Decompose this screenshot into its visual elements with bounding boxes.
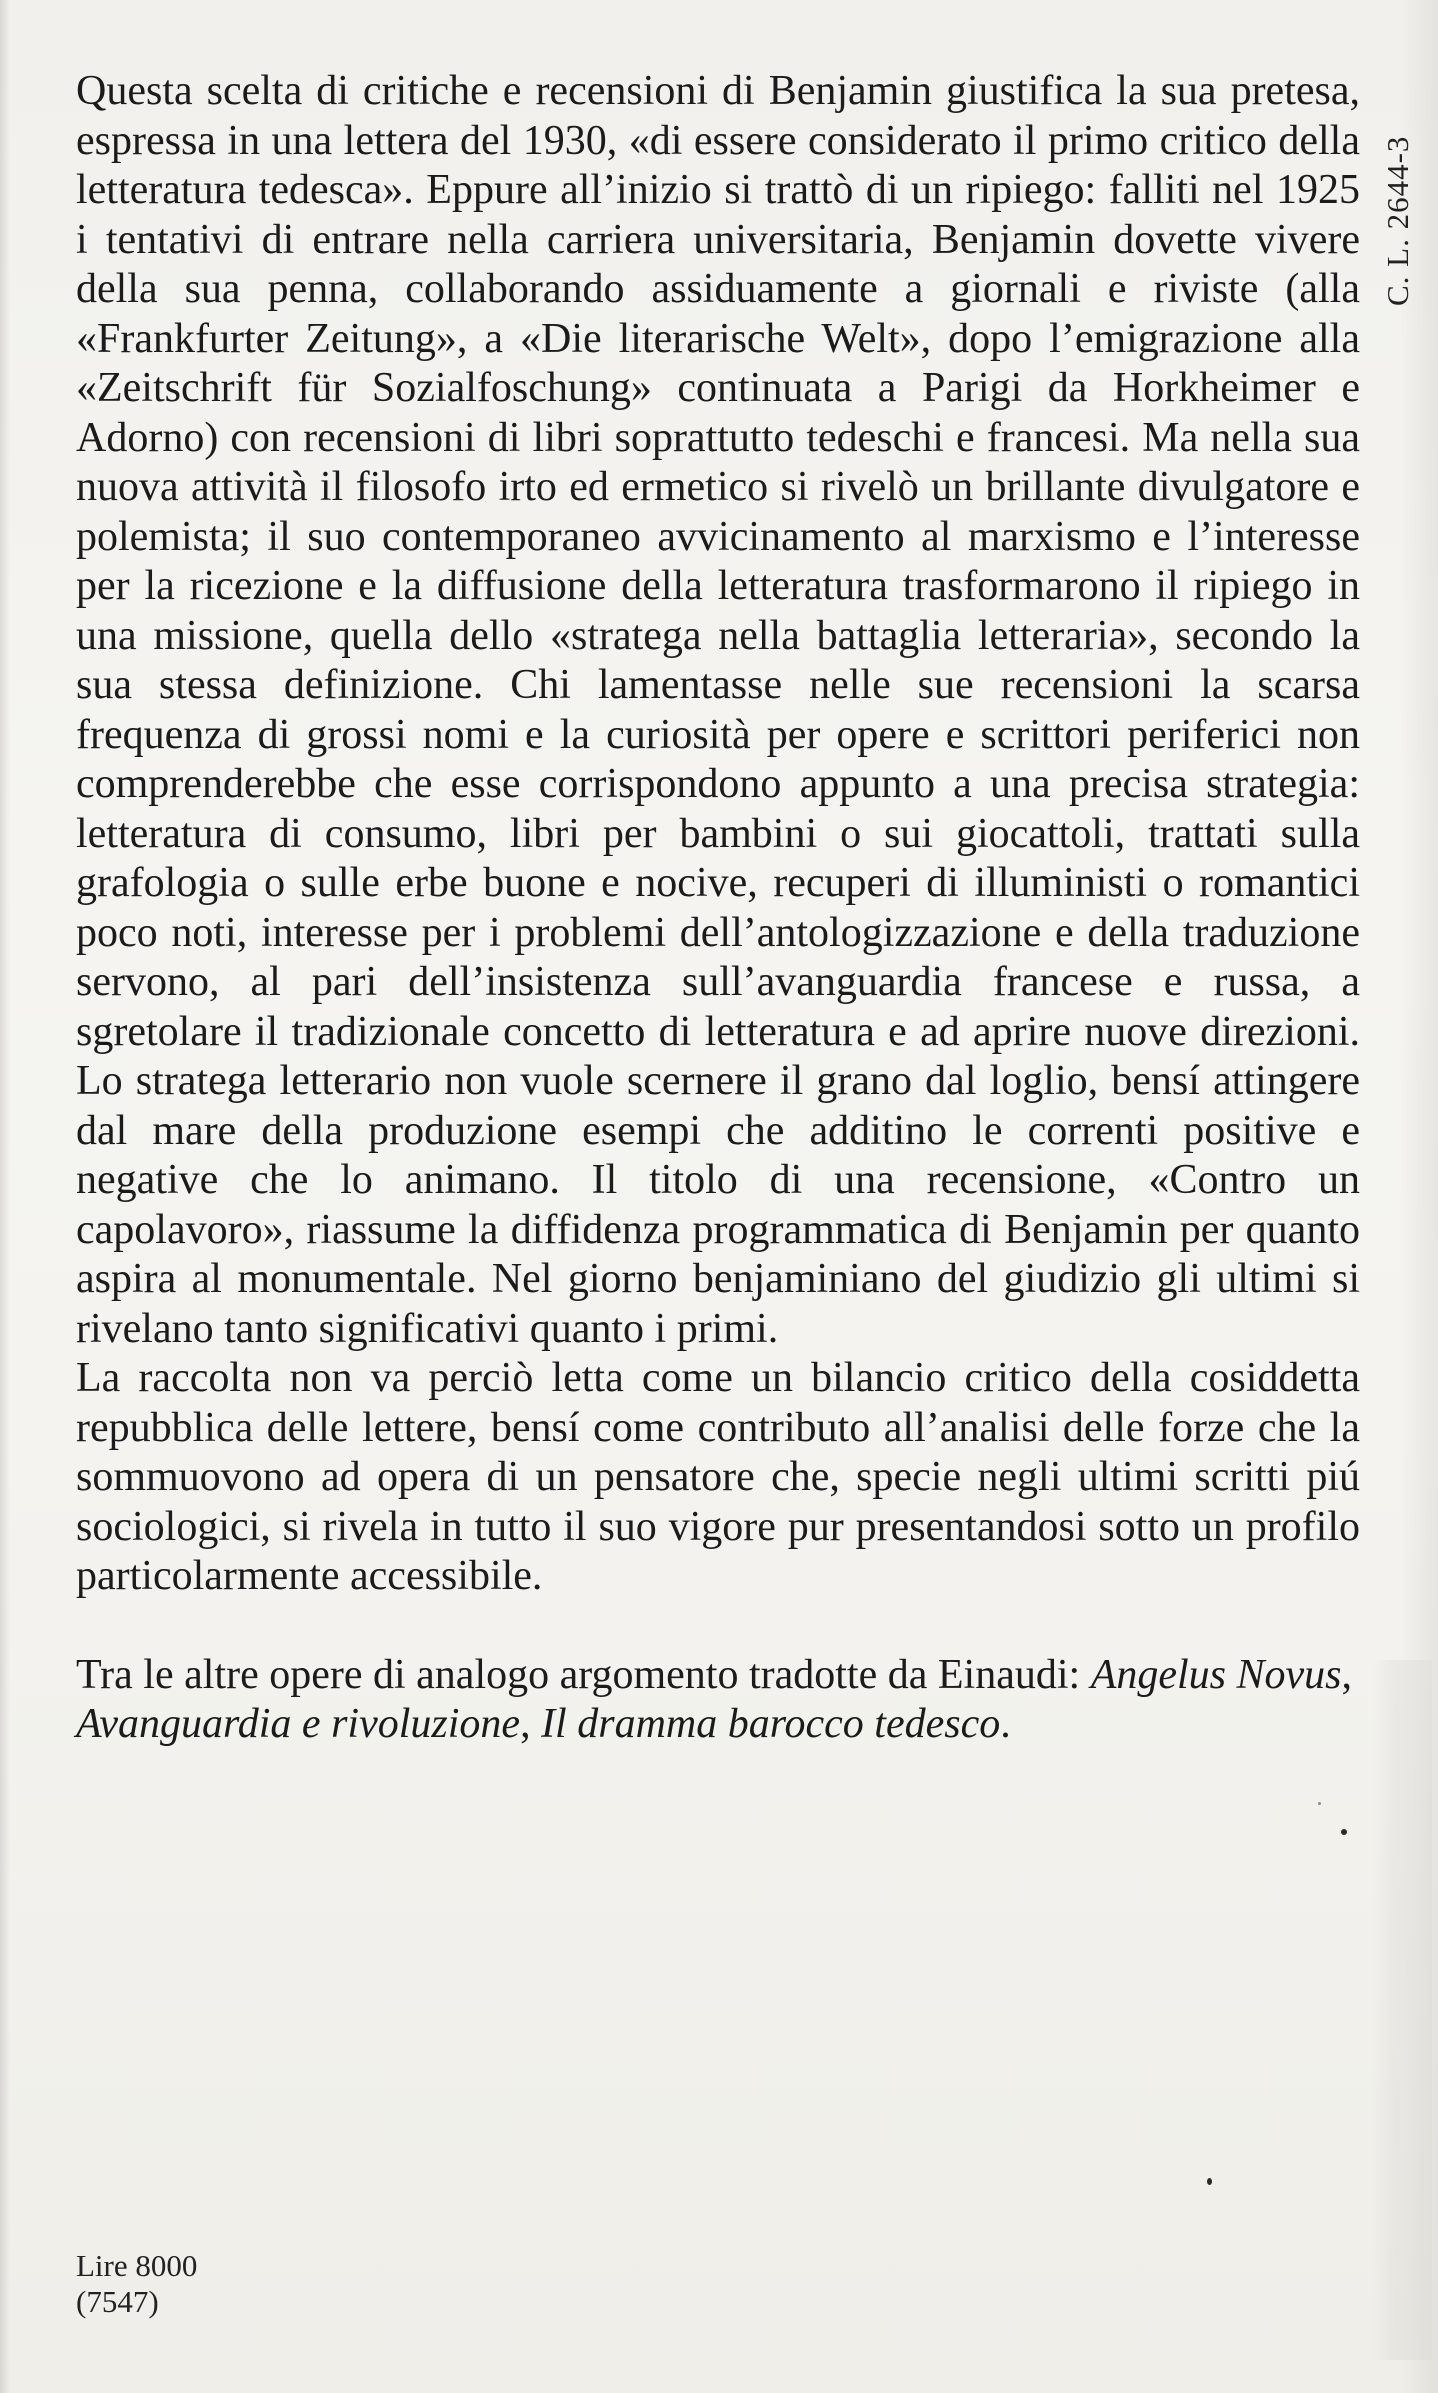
paper-speck [1318, 1802, 1321, 1805]
paper-speck [1207, 2178, 1212, 2185]
related-work-title: Angelus Novus [1090, 1651, 1342, 1698]
price-block [76, 2248, 197, 2320]
price-label: Lire 8000 [76, 2248, 198, 2283]
blurb-paragraph-1: Questa scelta di critiche e recensioni di Benjamin giustifica la sua pretesa, espressa in una lettera del 1930, «di essere considerato il primo critico della letteratura tedesca». Eppure all’inizio si trattò di un ripiego: falliti nel 1925 i tentativi di entrare nella carriera universitaria, Benjamin dovette vivere della sua penna, collaborando assiduamente a giornali e riviste (alla «Frankfurter Zeitung», a «Die literarische Welt», dopo l’emigrazione alla «Zeitschrift für Sozialfoschung» continuata a Parigi da Horkheimer e Adorno) con recensioni di libri soprattutto tedeschi e francesi. Ma nella sua nuova attività il filosofo irto ed ermetico si rivelò un brillante divulgatore e polemista; il suo contemporaneo avvicinamento al marxismo e l’interesse per la ricezione e la diffusione della letteratura trasformarono il ripiego in una missione, quella dello «stratega nella battaglia letteraria», secondo la sua stessa definizione. Chi lamentasse nelle sue recensioni la scarsa frequenza di grossi nomi e la curiosità per opere e scrittori periferici non comprenderebbe che esse corrispondono appunto a una precisa strategia: letteratura di consumo, libri per bambini o sui giocattoli, trattati sulla grafologia o sulle erbe buone e nocive, recuperi di illuministi o romantici poco noti, interesse per i problemi dell’antologizzazione e della traduzione servono, al pari dell’insistenza sull’avanguardia francese e russa, a sgretolare il tradizionale concetto di letteratura e ad aprire nuove direzioni. Lo stratega letterario non vuole scernere il grano dal loglio, bensí attingere dal mare della produzione esempi che additino le correnti positive e negative che lo animano. Il titolo di una recensione, «Contro un capolavoro», riassume la diffidenza programmatica di Benjamin per quanto aspira al monumentale. Nel giorno benjaminiano del giudizio gli ultimi si rivelano tanto significativi quanto i primi. [76, 68, 1360, 1352]
related-work-title: Il dramma barocco tedesco [541, 1701, 1001, 1747]
page-edge-shadow [1372, 1660, 1432, 2360]
catalog-number: (7547) [76, 2284, 159, 2319]
related-works-intro: Tra le altre opere di analogo argomento tradotte da Einaudi: [76, 1651, 1091, 1698]
related-work-title: Avanguardia e rivoluzione [76, 1701, 521, 1747]
blurb-text [76, 67, 1360, 1792]
catalog-code-vertical: C. L. 2644-3 [1380, 135, 1415, 306]
paper-speck [1341, 1829, 1347, 1835]
related-works-note: Tra le altre opere di analogo argomento tradotte da Einaudi: Angelus Novus, Avanguardia e rivoluzione, Il dramma barocco tedesco. [76, 1651, 1352, 1747]
blurb-paragraph-2: La raccolta non va perciò letta come un bilancio critico della cosiddetta repubblica delle lettere, bensí come contributo all’analisi delle forze che la sommuovono ad opera di un pensatore che, specie negli ultimi scritti piú sociologici, si rivela in tutto il suo vigore pur presentandosi sotto un profilo particolarmente accessibile. [76, 1355, 1360, 1599]
